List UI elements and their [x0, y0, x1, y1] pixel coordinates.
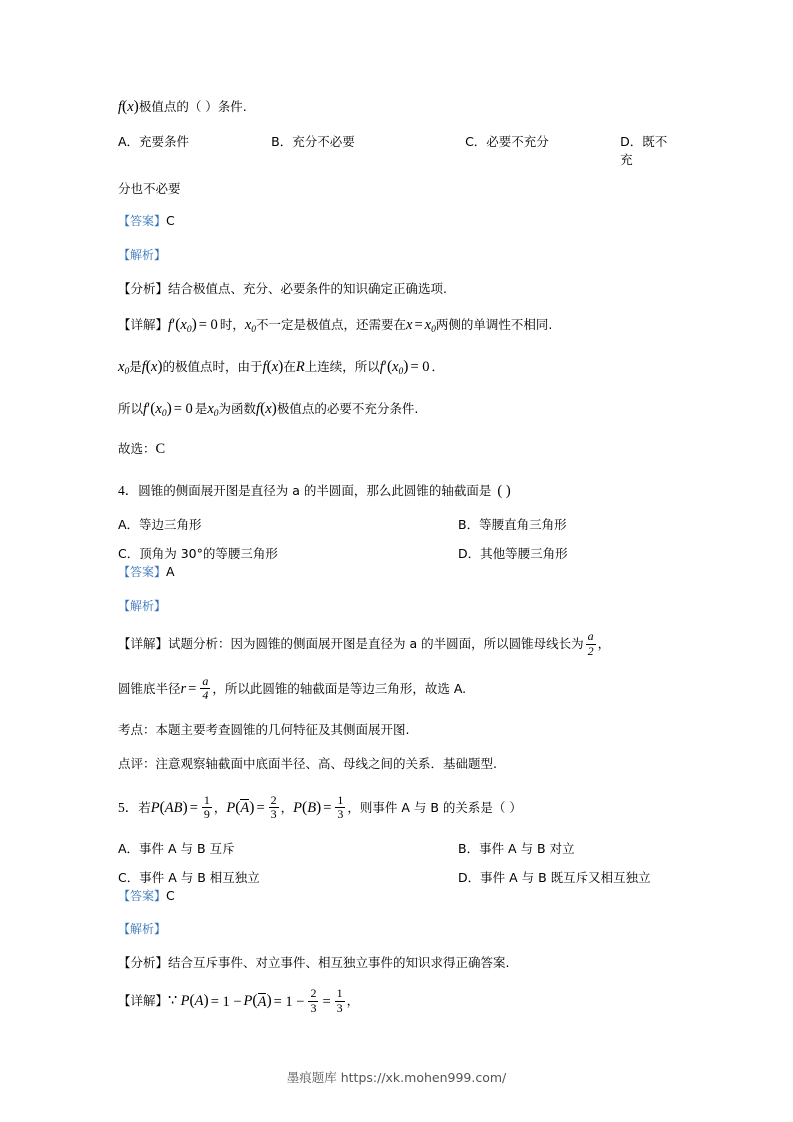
q4-number: 4．: [118, 482, 139, 498]
text-shi: 时，: [219, 317, 245, 333]
text-suoyi: 所以: [118, 400, 144, 416]
q3-final-answer: C: [155, 441, 166, 458]
q3-stem-text: 极值点的（ ）条件.: [138, 99, 247, 114]
q3-option-a: A．充要条件: [118, 134, 190, 150]
prob-P: P: [180, 993, 190, 1010]
q3-answer-value: C: [166, 213, 175, 229]
var-x-right: x: [424, 317, 432, 334]
detail-text-2: 不一定是极值点，还需要在: [256, 317, 407, 333]
fraction-1-over-3: [335, 794, 345, 822]
q3-conclusion: [118, 438, 678, 460]
paren-open: (: [189, 992, 195, 1010]
comment-label: 点评：: [118, 755, 156, 771]
paren-open: (: [145, 357, 151, 375]
q4-comment-text: 注意观察轴截面中底面半径、高、母线之间的关系．基础题型.: [155, 755, 497, 771]
q4-analysis-line: [118, 596, 678, 617]
equals-zero: = 0: [173, 400, 193, 417]
comma: ，: [213, 799, 227, 815]
q5-analysis-line: [118, 919, 678, 940]
denominator: 3: [336, 1000, 343, 1015]
event-B: B: [307, 799, 317, 816]
footer-text: 墨痕题库 https://xk.mohen999.com/: [286, 1070, 507, 1085]
var-x: x: [265, 400, 272, 417]
footer-watermark: [0, 1068, 793, 1086]
q5-options-row-2: [118, 868, 678, 886]
fraction-2-over-3: [308, 987, 318, 1015]
paren-close: ): [266, 992, 272, 1010]
denominator: 2: [587, 643, 594, 658]
denominator: 3: [270, 807, 277, 822]
paren-open: (: [159, 798, 165, 816]
event-A-complement: A: [257, 993, 267, 1010]
paren-open: (: [235, 798, 241, 816]
fn-f: f: [141, 358, 146, 375]
paren-open: (: [386, 357, 393, 375]
q3-stem: [118, 95, 678, 119]
fraction-1-over-3: [335, 987, 345, 1015]
equals: =: [322, 993, 331, 1010]
answer-label: 【答案】: [118, 565, 167, 580]
q5-answer-value: C: [166, 887, 175, 903]
var-x: x: [150, 358, 158, 375]
q3-options: [118, 132, 678, 168]
prob-P: P: [150, 799, 160, 816]
q3-options-wrap-text: 分也不必要: [118, 181, 181, 197]
q3-stem-f: f: [118, 99, 123, 115]
exam-point-label: 考点：: [118, 721, 156, 737]
equals: =: [323, 799, 332, 816]
equals-one-minus-2: = 1 −: [273, 993, 305, 1010]
prime: ′: [383, 358, 387, 375]
text-weihanshu: 为函数: [218, 400, 257, 416]
var-x: x: [271, 358, 279, 375]
subscript-0: 0: [124, 366, 130, 377]
so-choose-label: 故选：: [118, 441, 156, 457]
fraction-2-over-3: [269, 794, 279, 822]
numerator: 1: [203, 792, 210, 807]
q3-answer-line: [118, 211, 678, 232]
paren-close: ): [203, 992, 209, 1010]
q3-options-wrap: [118, 179, 678, 198]
q3-option-b: B．充分不必要: [271, 134, 355, 150]
paren-close: ): [133, 98, 139, 115]
q4-detail-line-2: [118, 675, 678, 703]
analyze-label: 【分析】: [118, 281, 169, 297]
q3-stem-var: x: [127, 99, 134, 115]
subscript-0: 0: [251, 325, 257, 336]
q4-detail-line-1: [118, 630, 678, 658]
numerator: 2: [310, 986, 317, 1001]
var-x0: x: [244, 317, 252, 334]
q4-exam-point: [118, 720, 678, 741]
paren-close: ): [278, 357, 284, 375]
prime: ′: [147, 400, 151, 417]
var-x: x: [392, 358, 399, 375]
denominator: 3: [310, 1000, 317, 1015]
paren-open: (: [260, 399, 266, 417]
analysis-label: 【解析】: [118, 922, 167, 937]
q5-detail-line-1: [118, 987, 678, 1015]
comma: ，: [597, 636, 611, 652]
because-symbol: ∵: [168, 993, 178, 1010]
text-3: 在: [283, 358, 296, 374]
subscript-0: 0: [186, 325, 192, 336]
q4-option-b: B．等腰直角三角形: [458, 517, 567, 533]
q5-option-b: B．事件 A 与 B 对立: [458, 840, 575, 856]
q4-options-row-2: [118, 544, 678, 562]
analyze-label: 【分析】: [118, 955, 169, 971]
numerator: 2: [270, 792, 277, 807]
q5-stem: [118, 794, 678, 822]
q3-analyze-text: 结合极值点、充分、必要条件的知识确定正确选项.: [168, 281, 447, 297]
fn-f: f: [379, 358, 384, 375]
fn-f: f: [143, 400, 148, 417]
paren-close: ): [271, 399, 277, 417]
q5-text-if: 若: [138, 799, 151, 815]
subscript-0: 0: [213, 408, 219, 419]
q4-options-row-1: [118, 515, 678, 533]
prime: ′: [172, 317, 176, 334]
q3-option-d: D．既不充: [620, 134, 668, 168]
q5-analyze-line: [118, 953, 678, 974]
text-shi: 是: [129, 358, 142, 374]
detail-label: 【详解】: [118, 636, 169, 652]
prob-P: P: [243, 993, 253, 1010]
fraction-a-over-2: [586, 630, 596, 658]
q3-option-c: C．必要不充分: [465, 134, 549, 150]
prob-P: P: [226, 799, 236, 816]
q5-number: 5．: [118, 799, 139, 815]
var-x: x: [207, 400, 214, 417]
fn-f: f: [262, 358, 267, 375]
q4-detail2-post: ，所以此圆锥的轴截面是等边三角形，故选 A.: [212, 681, 467, 697]
equals: =: [188, 681, 197, 698]
analysis-label: 【解析】: [118, 599, 167, 614]
var-x: x: [155, 400, 162, 417]
equals-zero: = 0: [198, 317, 218, 334]
equals-one-minus: = 1 −: [210, 993, 242, 1010]
q4-stem: [118, 480, 678, 502]
paren-close: ): [157, 357, 163, 375]
analysis-label: 【解析】: [118, 248, 167, 263]
q3-detail-line-3: [118, 397, 678, 422]
document-content: [118, 95, 678, 1028]
q5-option-d: D．事件 A 与 B 既互斥又相互独立: [458, 869, 651, 885]
fraction-a-over-4: [200, 675, 210, 703]
paren-open: (: [252, 992, 258, 1010]
detail-text-3: 两侧的单调性不相同.: [435, 317, 553, 333]
paren-open: (: [150, 399, 156, 417]
subscript-0: 0: [398, 366, 404, 377]
denominator: 4: [202, 688, 209, 703]
event-A-complement: A: [240, 799, 250, 816]
numerator: 1: [337, 792, 344, 807]
numerator: a: [202, 673, 209, 688]
paren-close: ): [403, 357, 409, 375]
q4-stem-text: 圆锥的侧面展开图是直径为 a 的半圆面，那么此圆锥的轴截面是: [138, 482, 492, 498]
var-R: R: [295, 358, 305, 375]
denominator: 3: [337, 807, 344, 822]
var-x: x: [180, 317, 187, 334]
q4-option-d: D．其他等腰三角形: [458, 546, 568, 562]
q3-analysis-line: [118, 245, 678, 266]
equals-zero: = 0: [410, 358, 430, 375]
q5-answer-line: [118, 886, 678, 907]
paren-close: ): [191, 316, 197, 334]
q5-analyze-text: 结合互斥事件、对立事件、相互独立事件的知识求得正确答案.: [168, 955, 510, 971]
text-2: 的极值点时，由于: [162, 358, 263, 374]
prob-P: P: [293, 799, 303, 816]
equals: =: [189, 799, 198, 816]
equals: =: [256, 799, 265, 816]
comma: ，: [280, 799, 294, 815]
q4-detail-text: 试题分析：因为圆锥的侧面展开图是直径为 a 的半圆面，所以圆锥母线长为: [168, 636, 584, 652]
event-A: A: [194, 993, 204, 1010]
q4-comment: [118, 754, 678, 775]
numerator: 1: [336, 986, 343, 1001]
denominator: 9: [203, 807, 210, 822]
q3-detail-line-1: [118, 313, 678, 338]
detail-label: 【详解】: [118, 993, 169, 1009]
q5-options-row-1: [118, 839, 678, 857]
q4-answer-blank: ( ): [497, 482, 511, 499]
paren-open: (: [266, 357, 272, 375]
paren-open: (: [302, 798, 308, 816]
q4-answer-value: A: [166, 564, 175, 580]
text-tail: 极值点的必要不充分条件.: [276, 400, 419, 416]
q5-option-c: C．事件 A 与 B 相互独立: [118, 869, 260, 885]
paren-open: (: [175, 316, 181, 334]
answer-label: 【答案】: [118, 214, 167, 229]
q5-option-a: A．事件 A 与 B 互斥: [118, 840, 235, 856]
event-AB: AB: [164, 799, 183, 816]
text-4: 上连续，所以: [304, 358, 380, 374]
subscript-0: 0: [431, 325, 436, 336]
fn-f: f: [168, 317, 173, 334]
q3-detail-line-2: [118, 355, 678, 380]
text-shi: 是: [194, 400, 208, 416]
q5-stem-tail: ，则事件 A 与 B 的关系是（ ）: [347, 799, 522, 815]
detail-label: 【详解】: [118, 317, 169, 333]
q4-answer-line: [118, 562, 678, 583]
q4-detail2-pre: 圆锥底半径: [118, 681, 181, 697]
period: ．: [431, 358, 445, 374]
q4-exam-point-text: 本题主要考查圆锥的几何特征及其侧面展开图.: [155, 721, 410, 737]
paren-close: ): [166, 399, 172, 417]
fraction-1-over-9: [202, 794, 212, 822]
equals: =: [414, 317, 423, 334]
paren-close: ): [316, 798, 322, 816]
comma: ，: [346, 993, 360, 1009]
paren-close: ): [249, 798, 255, 816]
paren-close: ): [182, 798, 188, 816]
var-x: x: [118, 358, 125, 375]
fn-f: f: [256, 400, 261, 417]
paren-open: (: [122, 98, 128, 115]
answer-label: 【答案】: [118, 888, 167, 903]
subscript-0: 0: [161, 408, 167, 419]
q3-analyze-line: [118, 279, 678, 300]
var-x-left: x: [406, 317, 413, 334]
var-r: r: [180, 681, 187, 698]
numerator: a: [587, 629, 594, 644]
q4-option-c: C．顶角为 30°的等腰三角形: [118, 546, 278, 562]
q4-option-a: A．等边三角形: [118, 517, 202, 533]
